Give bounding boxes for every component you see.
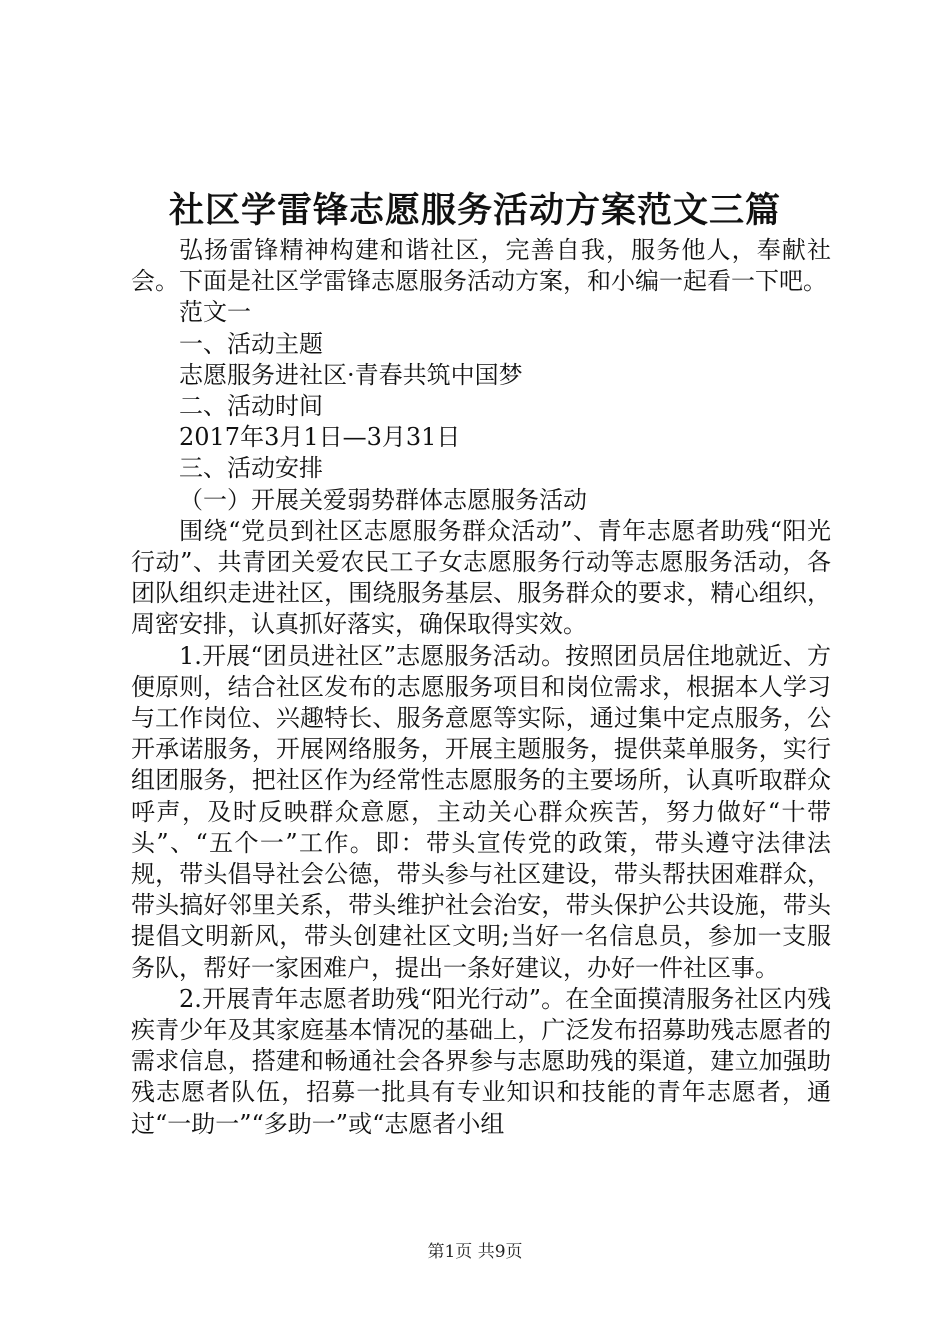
page-footer: 第1页 共9页 [427,1242,523,1262]
document-body [131,235,831,1140]
paragraph-item-1: 1.开展“团员进社区”志愿服务活动。按照团员居住地就近、方便原则，结合社区发布的志愿服务项目和岗位需求，根据本人学习与工作岗位、兴趣特长、服务意愿等实际，通过集中定点服务，公开承诺服务，开展网络服务，开展主题服务，提供菜单服务，实行组团服务，把社区作为经常性志愿服务的主要场所，认真听取群众呼声，及时反映群众意愿，主动关心群众疾苦，努力做好“十带头”、“五个一”工作。即：带头宣传党的政策，带头遵守法律法规，带头倡导社会公德，带头参与社区建设，带头帮扶困难群众，带头搞好邻里关系，带头维护社会治安，带头保护公共设施，带头提倡文明新风，带头创建社区文明;当好一名信息员，参加一支服务队，帮好一家困难户，提出一条好建议，办好一件社区事。 [131,641,831,982]
document-title: 社区学雷锋志愿服务活动方案范文三篇 [168,190,781,231]
paragraph-item-2: 2.开展青年志愿者助残“阳光行动”。在全面摸清服务社区内残疾青少年及其家庭基本情况的基础上，广泛发布招募助残志愿者的需求信息，搭建和畅通社会各界参与志愿助残的渠道，建立加强助残志愿者队伍，招募一批具有专业知识和技能的青年志愿者，通过“一助一”“多助一”或“志愿者小组 [131,984,831,1138]
paragraph-intro: 弘扬雷锋精神构建和谐社区，完善自我，服务他人，奉献社会。下面是社区学雷锋志愿服务活动方案，和小编一起看一下吧。 [131,236,831,296]
subheading-care-vulnerable: （一）开展关爱弱势群体志愿服务活动 [179,485,587,514]
heading-activity-arrangement: 三、活动安排 [179,454,323,483]
heading-activity-theme: 一、活动主题 [179,329,323,358]
paragraph-sample-label: 范文一 [179,298,251,327]
paragraph-activity-time: 2017年3月1日—3月31日 [179,423,461,452]
paragraph-activity-theme: 志愿服务进社区·青春共筑中国梦 [179,360,523,389]
heading-activity-time: 二、活动时间 [179,392,323,421]
paragraph-care-overview: 围绕“党员到社区志愿服务群众活动”、青年志愿者助残“阳光行动”、共青团关爱农民工子女志愿服务行动等志愿服务活动，各团队组织走进社区，围绕服务基层、服务群众的要求，精心组织，周密安排，认真抓好落实，确保取得实效。 [131,516,831,639]
